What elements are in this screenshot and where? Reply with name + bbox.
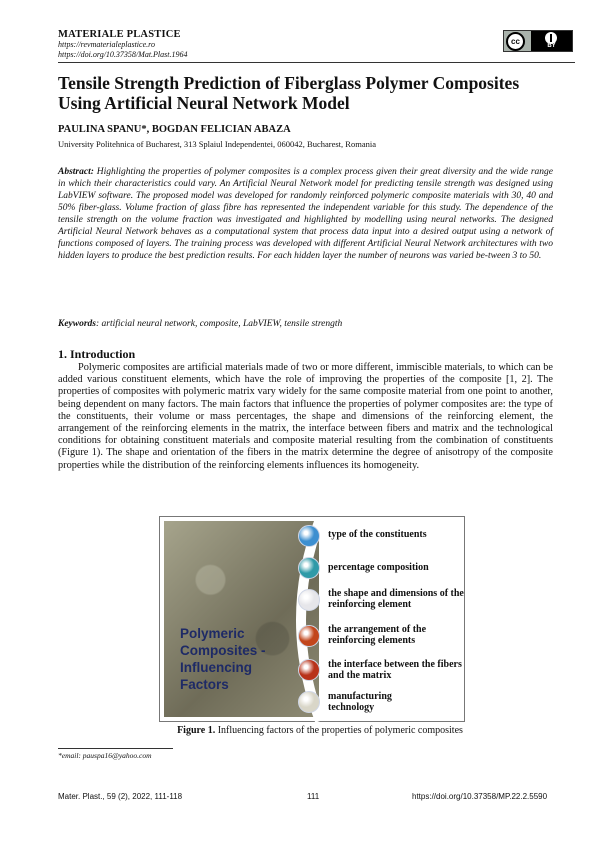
figure-1 (159, 516, 465, 722)
page-number: 111 (307, 792, 320, 801)
keywords-label: Keywords (58, 319, 96, 329)
affiliation: University Politehnica of Bucharest, 313 Splaiul Independentei, 060042, Bucharest, Romania (58, 139, 376, 149)
corresponding-email[interactable]: *email: pauspa16@yahoo.com (58, 751, 152, 760)
paper-title: Tensile Strength Prediction of Fiberglass Polymer Composites Using Artificial Neural Network Model (58, 73, 520, 113)
figure-heading-line: Polymeric (180, 626, 245, 641)
figure-caption-label: Figure 1. (177, 725, 216, 736)
factor-label: type of the constituents (328, 529, 427, 540)
abstract-text: Highlighting the properties of polymer composites is a complex process given their great diversity and the wide range in which their characteristics could vary. An Artificial Neural Network model for predicting tensile strength was designed using LabVIEW software. The proposed model was developed for randomly reinforced polymeric composite materials with 30, 40 and 50% fiber-glass. Volume fraction of glass fibre has represented the independent variable for this study. The dependence of the tensile strength on the volume fraction was investigated and highlighted by modelling using neural networks. The designed Artificial Neural Network behaves as a computational system that process data input into a desired output using a network of functions composed of layers. The training process was developed with different Artificial Neural Network architectures with two hidden layers to produce the best prediction results. For each hidden layer the number of neurons was varied be-tween 3 to 50. (58, 167, 553, 261)
by-label: BY (547, 43, 556, 49)
section-heading-introduction: 1. Introduction (58, 347, 136, 361)
authors: PAULINA SPANU*, BOGDAN FELICIAN ABAZA (58, 124, 291, 135)
keywords-text: : artificial neural network, composite, LabVIEW, tensile strength (96, 319, 343, 329)
cc-by-license-icon[interactable] (503, 30, 573, 52)
figure-heading-line: Factors (180, 677, 229, 692)
header-divider (58, 62, 575, 63)
abstract-label: Abstract: (58, 167, 94, 177)
factor-sphere-icon (298, 557, 320, 579)
figure-caption (140, 725, 500, 736)
factor-label: the arrangement of the reinforcing elements (328, 624, 427, 646)
factor-label: manufacturing technology (328, 691, 392, 713)
factor-sphere-icon (298, 525, 320, 547)
by-icon (531, 31, 572, 51)
cc-icon: cc (506, 32, 525, 51)
factor-sphere-icon (298, 625, 320, 647)
journal-doi[interactable]: https://doi.org/10.37358/Mat.Plast.1964 (58, 50, 188, 59)
journal-url[interactable]: https://revmaterialeplastice.ro (58, 40, 155, 49)
footer-citation: Mater. Plast., 59 (2), 2022, 111-118 (58, 792, 183, 801)
keywords (58, 319, 342, 329)
introduction-paragraph: Polymeric composites are artificial materials made of two or more different, immiscible materials, to which can be added various constituent elements, which have the role of improving the properties of the composite [1, 2]. The properties of composites with polymeric matrix vary widely for the same composite material from one point to another, being dependent on many factors. The main factors that influence the properties of polymer composites are: the type of the constituents, their volume or mass percentages, the shape and dimensions of the reinforcing element, the arrangement of the reinforcing elements in the matrix, the interface between fibers and matrix and the technological conditions for obtaining constituent materials and composite material resulting from the combination of constituents (Figure 1). The shape and orientation of the fibers in the matrix determine the degree of anisotropy of the composite properties while the distribution of the reinforcing elements influences its homogeneity. (58, 362, 553, 471)
figure-heading (180, 625, 300, 693)
factor-label: percentage composition (328, 562, 429, 573)
figure-heading-line: Influencing (180, 660, 252, 675)
factor-label: the shape and dimensions of the reinforcing element (328, 588, 464, 610)
footer-doi[interactable]: https://doi.org/10.37358/MP.22.2.5590 (412, 792, 548, 801)
factor-sphere-icon (298, 659, 320, 681)
journal-header (58, 29, 578, 60)
abstract (58, 166, 553, 262)
figure-heading-line: Composites - (180, 643, 266, 658)
journal-name: MATERIALE PLASTICE (58, 29, 181, 40)
factor-label: the interface between the fibers and the matrix (328, 659, 462, 681)
factor-sphere-icon (298, 589, 320, 611)
footnote-divider (58, 748, 173, 749)
figure-caption-text: Influencing factors of the properties of polymeric composites (215, 725, 463, 736)
factor-sphere-icon (298, 691, 320, 713)
